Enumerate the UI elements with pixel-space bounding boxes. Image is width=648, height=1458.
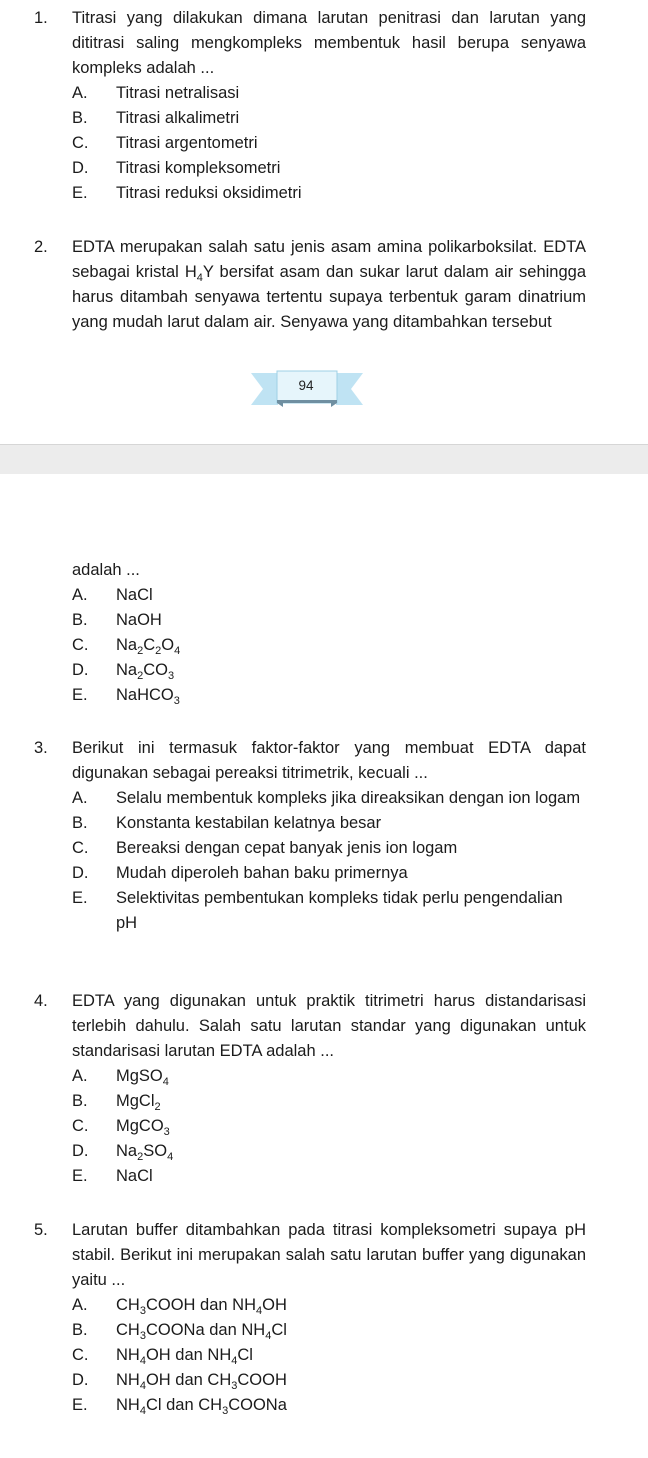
option-letter: A. (72, 1067, 88, 1085)
option-e[interactable] (72, 683, 586, 708)
question-4 (34, 989, 586, 1189)
option-text: Titrasi alkalimetri (116, 109, 240, 127)
option-text: Mudah diperoleh bahan baku primernya (116, 864, 408, 882)
option-letter: E. (72, 1167, 88, 1185)
option-formula: NaCl (116, 586, 153, 604)
option-d[interactable] (72, 156, 586, 181)
question-2-continued (34, 558, 586, 708)
option-b[interactable] (72, 608, 586, 633)
question-number: 2. (34, 238, 48, 256)
option-c[interactable] (72, 836, 586, 861)
option-letter: E. (72, 184, 88, 202)
option-d[interactable] (72, 658, 586, 683)
option-e[interactable] (72, 1393, 586, 1418)
option-text: Titrasi netralisasi (116, 84, 240, 102)
question-number: 1. (34, 9, 48, 27)
page-break (0, 444, 648, 476)
option-b[interactable] (72, 811, 586, 836)
question-text-part: bersifat asam dan sukar larut dalam air sehingga harus ditambah senyawa tertentu supaya terbentuk garam dinatrium yang mudah larut dalam air. Senyawa yang ditambahkan tersebut (72, 263, 587, 331)
question-text: EDTA yang digunakan untuk praktik titrimetri harus distandarisasi terlebih dahulu. Salah satu larutan standar yang digunakan untuk standarisasi larutan EDTA adalah ... (72, 992, 586, 1060)
option-letter: D. (72, 661, 89, 679)
option-letter: A. (72, 586, 88, 604)
option-b[interactable] (72, 106, 586, 131)
page-bottom (0, 474, 648, 1458)
option-d[interactable] (72, 1139, 586, 1164)
option-a[interactable] (72, 786, 586, 811)
option-text: Konstanta kestabilan kelatnya besar (116, 814, 382, 832)
option-letter: D. (72, 864, 89, 882)
option-e[interactable] (72, 181, 586, 206)
option-formula: $Na_2SO_4$ (116, 1142, 174, 1163)
option-letter: E. (72, 1396, 88, 1414)
option-letter: A. (72, 789, 88, 807)
option-b[interactable] (72, 1318, 586, 1343)
option-formula: $Na_2CO_3$ (116, 661, 175, 682)
question-number: 4. (34, 992, 48, 1010)
option-c[interactable] (72, 633, 586, 658)
option-formula: NaOH (116, 611, 162, 629)
option-letter: C. (72, 1117, 89, 1135)
question-text: Larutan buffer ditambahkan pada titrasi kompleksometri supaya pH stabil. Berikut ini merupakan salah satu larutan buffer yang digunakan yaitu ... (72, 1221, 586, 1289)
option-e[interactable] (72, 886, 586, 936)
option-formula: MgSO$_4$ (116, 1067, 169, 1088)
option-formula: NaCl (116, 1167, 153, 1185)
option-letter: C. (72, 839, 89, 857)
option-letter: C. (72, 1346, 89, 1364)
question-text-part: EDTA merupakan salah satu jenis asam amina polikarboksilat. EDTA sebagai kristal (72, 238, 586, 281)
option-formula: $NH_4Cl$ dan $CH_3COONa$ (116, 1396, 287, 1417)
answer-options (72, 81, 586, 206)
option-formula: NaHCO$_3$ (116, 686, 180, 707)
option-letter: B. (72, 109, 88, 127)
option-text: Selalu membentuk kompleks jika direaksikan dengan ion logam (116, 789, 581, 807)
option-formula: MgCl$_2$ (116, 1092, 161, 1113)
option-letter: A. (72, 84, 88, 102)
option-text: Titrasi kompleksometri (116, 159, 281, 177)
option-formula: $NH_4OH$ dan $NH_4Cl$ (116, 1346, 253, 1367)
question-5 (34, 1218, 586, 1418)
option-text: Selektivitas pembentukan kompleks tidak perlu pengendalian pH (116, 889, 563, 932)
option-e[interactable] (72, 1164, 586, 1189)
option-c[interactable] (72, 1114, 586, 1139)
answer-options (72, 1064, 586, 1189)
question-2 (34, 235, 586, 335)
option-a[interactable] (72, 1064, 586, 1089)
question-text: Titrasi yang dilakukan dimana larutan penitrasi dan larutan yang dititrasi saling mengkompleks membentuk hasil berupa senyawa kompleks adalah ... (72, 9, 586, 77)
question-3 (34, 736, 586, 936)
question-number: 5. (34, 1221, 48, 1239)
option-text: Titrasi reduksi oksidimetri (116, 184, 302, 202)
option-letter: D. (72, 159, 89, 177)
option-letter: B. (72, 814, 88, 832)
option-text: Titrasi argentometri (116, 134, 258, 152)
answer-options (72, 786, 586, 936)
option-letter: A. (72, 1296, 88, 1314)
answer-options (72, 583, 586, 708)
option-formula: MgCO$_3$ (116, 1117, 170, 1138)
option-letter: B. (72, 1321, 88, 1339)
option-c[interactable] (72, 1343, 586, 1368)
option-formula: $Na_2C_2O_4$ (116, 636, 181, 657)
option-c[interactable] (72, 131, 586, 156)
question-1 (34, 6, 586, 206)
option-b[interactable] (72, 1089, 586, 1114)
page-number: 94 (298, 378, 314, 393)
question-text: Berikut ini termasuk faktor-faktor yang membuat EDTA dapat digunakan sebagai pereaksi titrimetrik, kecuali ... (72, 739, 586, 782)
option-letter: B. (72, 611, 88, 629)
answer-options (72, 1293, 586, 1418)
question-text (72, 235, 586, 335)
option-formula: $NH_4OH$ dan $CH_3COOH$ (116, 1371, 287, 1392)
option-d[interactable] (72, 1368, 586, 1393)
option-a[interactable] (72, 81, 586, 106)
option-letter: B. (72, 1092, 88, 1110)
option-formula: $CH_3COOH$ dan $NH_4OH$ (116, 1296, 287, 1317)
option-letter: D. (72, 1142, 89, 1160)
option-text: Bereaksi dengan cepat banyak jenis ion logam (116, 839, 458, 857)
option-formula: $CH_3COONa$ dan $NH_4Cl$ (116, 1321, 287, 1342)
option-letter: C. (72, 636, 89, 654)
option-letter: E. (72, 686, 88, 704)
option-letter: E. (72, 889, 88, 907)
formula-h4y: $H_4Y$ (184, 263, 214, 284)
option-letter: D. (72, 1371, 89, 1389)
question-number: 3. (34, 739, 48, 757)
option-a[interactable] (72, 1293, 586, 1318)
option-a[interactable] (72, 583, 586, 608)
question-text-continued: adalah ... (72, 561, 140, 579)
option-d[interactable] (72, 861, 586, 886)
page-top (0, 0, 648, 444)
option-letter: C. (72, 134, 89, 152)
